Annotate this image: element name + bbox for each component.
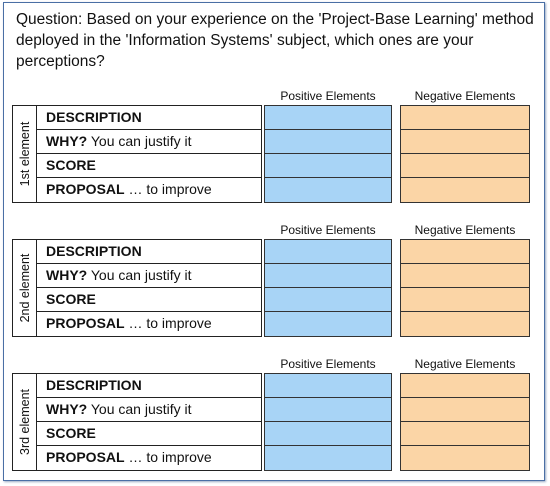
positive-column bbox=[264, 105, 392, 203]
row-keyword: PROPOSAL bbox=[46, 181, 125, 197]
negative-cell[interactable] bbox=[401, 288, 529, 312]
positive-cell[interactable] bbox=[265, 240, 391, 264]
row-description bbox=[37, 374, 261, 398]
positive-cell[interactable] bbox=[265, 130, 391, 154]
row-keyword: DESCRIPTION bbox=[46, 109, 142, 125]
negative-cell[interactable] bbox=[401, 130, 529, 154]
row-detail: You can justify it bbox=[87, 401, 192, 417]
positive-column bbox=[264, 239, 392, 337]
row-score bbox=[37, 422, 261, 446]
row-keyword: WHY? bbox=[46, 401, 88, 417]
negative-cell[interactable] bbox=[401, 240, 529, 264]
negative-column bbox=[400, 373, 530, 471]
row-detail: … to improve bbox=[124, 315, 212, 331]
negative-cell[interactable] bbox=[401, 154, 529, 178]
row-detail: You can justify it bbox=[87, 267, 192, 283]
element-section-2 bbox=[12, 223, 532, 343]
element-side-label bbox=[13, 240, 37, 336]
row-keyword: DESCRIPTION bbox=[46, 377, 142, 393]
row-detail: … to improve bbox=[124, 449, 212, 465]
positive-cell[interactable] bbox=[265, 106, 391, 130]
positive-cell[interactable] bbox=[265, 288, 391, 312]
positive-cell[interactable] bbox=[265, 312, 391, 336]
negative-column bbox=[400, 105, 530, 203]
positive-cell[interactable] bbox=[265, 264, 391, 288]
negative-cell[interactable] bbox=[401, 422, 529, 446]
row-why bbox=[37, 264, 261, 288]
element-section-3 bbox=[12, 357, 532, 477]
negative-cell[interactable] bbox=[401, 374, 529, 398]
positive-column bbox=[264, 373, 392, 471]
positive-cell[interactable] bbox=[265, 446, 391, 470]
row-keyword: SCORE bbox=[46, 291, 96, 307]
element-label: 1st element bbox=[17, 121, 32, 187]
criteria-table bbox=[12, 105, 262, 203]
criteria-table bbox=[12, 373, 262, 471]
element-label: 3rd element bbox=[17, 388, 32, 456]
negative-elements-header: Negative Elements bbox=[414, 357, 516, 371]
negative-cell[interactable] bbox=[401, 446, 529, 470]
negative-elements-header: Negative Elements bbox=[414, 89, 516, 103]
row-keyword: WHY? bbox=[46, 133, 88, 149]
question-text: Question: Based on your experience on the 'Project-Base Learning' method deployed in the 'Information Systems' subject, which ones are your perceptions? bbox=[16, 11, 534, 70]
element-side-label bbox=[13, 106, 37, 202]
negative-elements-header: Negative Elements bbox=[414, 223, 516, 237]
element-section-1 bbox=[12, 89, 532, 209]
negative-cell[interactable] bbox=[401, 264, 529, 288]
positive-cell[interactable] bbox=[265, 422, 391, 446]
row-keyword: SCORE bbox=[46, 425, 96, 441]
positive-elements-header: Positive Elements bbox=[280, 223, 376, 237]
element-label: 2nd element bbox=[17, 253, 32, 323]
row-keyword: PROPOSAL bbox=[46, 449, 125, 465]
row-keyword: DESCRIPTION bbox=[46, 243, 142, 259]
row-why bbox=[37, 130, 261, 154]
negative-cell[interactable] bbox=[401, 178, 529, 202]
row-score bbox=[37, 288, 261, 312]
row-detail: … to improve bbox=[124, 181, 212, 197]
row-keyword: SCORE bbox=[46, 157, 96, 173]
row-keyword: WHY? bbox=[46, 267, 88, 283]
row-score bbox=[37, 154, 261, 178]
row-proposal bbox=[37, 178, 261, 202]
element-side-label bbox=[13, 374, 37, 470]
row-detail: You can justify it bbox=[87, 133, 192, 149]
negative-cell[interactable] bbox=[401, 312, 529, 336]
row-proposal bbox=[37, 446, 261, 470]
row-why bbox=[37, 398, 261, 422]
positive-cell[interactable] bbox=[265, 178, 391, 202]
negative-cell[interactable] bbox=[401, 106, 529, 130]
row-proposal bbox=[37, 312, 261, 336]
positive-elements-header: Positive Elements bbox=[280, 89, 376, 103]
figure-frame bbox=[3, 2, 545, 481]
negative-column bbox=[400, 239, 530, 337]
positive-cell[interactable] bbox=[265, 154, 391, 178]
row-description bbox=[37, 240, 261, 264]
negative-cell[interactable] bbox=[401, 398, 529, 422]
row-description bbox=[37, 106, 261, 130]
row-keyword: PROPOSAL bbox=[46, 315, 125, 331]
positive-cell[interactable] bbox=[265, 398, 391, 422]
positive-cell[interactable] bbox=[265, 374, 391, 398]
criteria-table bbox=[12, 239, 262, 337]
positive-elements-header: Positive Elements bbox=[280, 357, 376, 371]
